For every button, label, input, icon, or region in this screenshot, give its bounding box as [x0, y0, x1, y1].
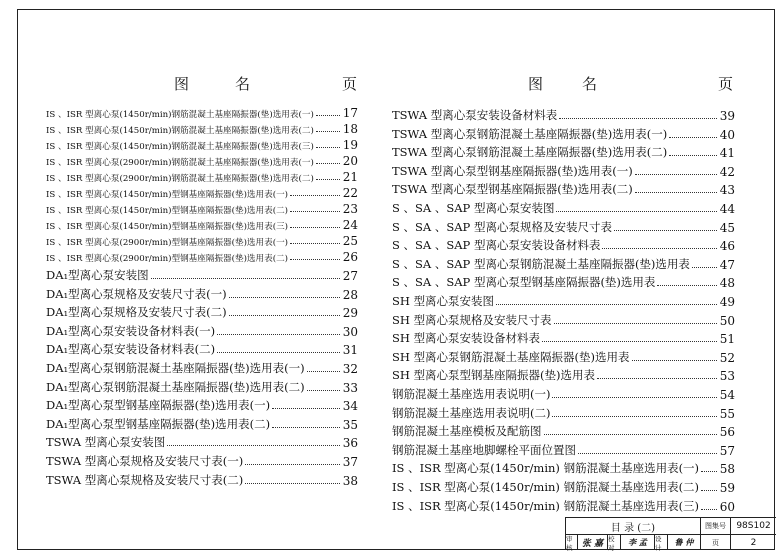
toc-entry-title: IS 、ISR 型离心泵(1450r/min)钢筋混凝土基座隔振器(垫)选用表(二)	[46, 126, 314, 136]
toc-entry	[392, 197, 735, 216]
toc-leader-dots	[229, 315, 340, 316]
toc-entry	[46, 469, 358, 488]
toc-leader-dots	[701, 509, 717, 510]
toc-leader-dots	[307, 371, 340, 372]
header-col1: 图	[528, 75, 546, 93]
toc-entry	[46, 200, 358, 216]
tb-design-signature: 鲁 仲	[668, 535, 701, 550]
toc-entry-page: 41	[719, 146, 735, 161]
toc-leader-dots	[542, 341, 717, 342]
toc-entry-page: 19	[342, 138, 358, 152]
toc-entry	[46, 413, 358, 432]
toc-entry-page: 22	[342, 186, 358, 200]
toc-leader-dots	[217, 352, 340, 353]
toc-leader-dots	[597, 378, 717, 379]
toc-entry-title: TSWA 型离心泵型钢基座隔振器(垫)选用表(二)	[392, 182, 633, 197]
toc-entry-title: 钢筋混凝土基座选用表说明(一)	[392, 387, 551, 401]
toc-right-header	[392, 73, 735, 95]
toc-entry-page: 53	[719, 369, 735, 384]
tb-page-label: 页	[701, 535, 731, 550]
toc-entry	[392, 420, 735, 439]
header-col2: 名	[582, 75, 600, 93]
toc-entry	[46, 283, 358, 302]
toc-leader-dots	[559, 118, 717, 119]
tb-title: 目 录 (二)	[566, 518, 701, 535]
toc-entry-page: 58	[719, 462, 735, 477]
toc-entry	[46, 357, 358, 376]
toc-entry	[392, 141, 735, 160]
toc-entry	[392, 160, 735, 179]
toc-entry	[46, 136, 358, 152]
toc-entry-page: 48	[719, 276, 735, 291]
toc-entry	[46, 248, 358, 264]
toc-entry-title: TSWA 型离心泵安装图	[46, 435, 166, 450]
toc-entry-page: 59	[719, 481, 735, 495]
toc-entry	[392, 271, 735, 290]
toc-entry-page: 34	[342, 399, 358, 414]
toc-entry-title: IS 、ISR 型离心泵(1450r/min)钢筋混凝土基座隔振器(垫)选用表(一)	[46, 110, 314, 120]
toc-entry	[46, 320, 358, 339]
toc-entry-page: 44	[719, 202, 735, 216]
toc-entry-page: 51	[719, 332, 735, 347]
toc-entry	[46, 338, 358, 357]
toc-left-header	[46, 73, 358, 95]
toc-entry-title: SH 型离心泵型钢基座隔振器(垫)选用表	[392, 368, 596, 383]
toc-entry-title: SH 型离心泵钢筋混凝土基座隔振器(垫)选用表	[392, 349, 630, 364]
toc-leader-dots	[632, 360, 717, 361]
toc-entry-page: 43	[719, 183, 735, 198]
toc-leader-dots	[635, 174, 717, 175]
toc-entry	[46, 264, 358, 283]
toc-leader-dots	[290, 195, 340, 196]
toc-entry-page: 27	[342, 269, 358, 283]
toc-leader-dots	[496, 304, 717, 305]
toc-entry-page: 30	[342, 324, 358, 339]
toc-entry-title: SH 型离心泵安装图	[392, 294, 495, 308]
toc-entry-title: IS 、ISR 型离心泵(1450r/min) 钢筋混凝土基座选用表(一)	[392, 461, 700, 476]
toc-leader-dots	[245, 464, 340, 465]
toc-entry-title: TSWA 型离心泵钢筋混凝土基座隔振器(垫)选用表(二)	[392, 145, 668, 160]
toc-entry	[392, 178, 735, 197]
toc-entry-page: 17	[342, 106, 358, 120]
toc-entry-title: S 、SA 、SAP 型离心泵规格及安装尺寸表	[392, 219, 612, 234]
toc-entry-page: 31	[342, 343, 358, 358]
toc-entry	[392, 383, 735, 402]
toc-entry-page: 39	[719, 109, 735, 123]
toc-entry-title: SH 型离心泵安装设备材料表	[392, 331, 541, 346]
toc-entry-title: S 、SA 、SAP 型离心泵型钢基座隔振器(垫)选用表	[392, 275, 656, 290]
toc-leader-dots	[217, 334, 340, 335]
toc-entry-page: 24	[342, 218, 358, 232]
toc-leader-dots	[602, 248, 717, 249]
toc-leader-dots	[316, 147, 340, 148]
toc-entry-title: IS 、ISR 型离心泵(1450r/min)钢筋混凝土基座隔振器(垫)选用表(三)	[46, 142, 314, 152]
toc-entry-title: DA₁型离心泵规格及安装尺寸表(一)	[46, 286, 227, 301]
toc-entry	[392, 402, 735, 421]
toc-entry-title: IS 、ISR 型离心泵(1450r/min) 钢筋混凝土基座选用表(二)	[392, 480, 700, 494]
toc-entry	[392, 104, 735, 123]
toc-entry-title: IS 、ISR 型离心泵(2900r/min)钢筋混凝土基座隔振器(垫)选用表(一)	[46, 158, 314, 168]
header-col3: 页	[342, 75, 360, 93]
toc-entry	[46, 152, 358, 168]
toc-entry	[46, 301, 358, 320]
toc-entry-page: 29	[342, 306, 358, 321]
toc-entry-title: 钢筋混凝土基座地脚螺栓平面位置图	[392, 442, 576, 457]
toc-entry	[392, 457, 735, 476]
toc-entry-page: 56	[719, 425, 735, 440]
toc-entry	[46, 394, 358, 413]
toc-entry-title: IS 、ISR 型离心泵(1450r/min)型钢基座隔振器(垫)选用表(三)	[46, 222, 289, 232]
tb-review-label: 审核	[566, 535, 578, 550]
toc-leader-dots	[290, 259, 340, 260]
title-block	[565, 517, 776, 550]
tb-atlas-no: 98S102	[731, 518, 776, 535]
toc-leader-dots	[245, 483, 340, 484]
toc-leader-dots	[316, 163, 340, 164]
tb-page-no: 2	[750, 537, 757, 548]
toc-entry-title: DA₁型离心泵型钢基座隔振器(垫)选用表(一)	[46, 398, 271, 413]
toc-entry-page: 60	[719, 499, 735, 514]
toc-entry-title: DA₁型离心泵钢筋混凝土基座隔振器(垫)选用表(二)	[46, 379, 305, 394]
toc-entry-title: IS 、ISR 型离心泵(1450r/min)型钢基座隔振器(垫)选用表(二)	[46, 206, 289, 216]
toc-entry	[392, 495, 735, 514]
toc-leader-dots	[701, 490, 717, 491]
toc-leader-dots	[669, 137, 717, 138]
toc-leader-dots	[290, 227, 340, 228]
toc-entry	[392, 234, 735, 253]
toc-leader-dots	[151, 278, 340, 279]
toc-leader-dots	[552, 416, 717, 417]
toc-entry-page: 55	[719, 406, 735, 421]
toc-entry-title: IS 、ISR 型离心泵(2900r/min)钢筋混凝土基座隔振器(垫)选用表(二)	[46, 174, 314, 184]
toc-entry	[392, 476, 735, 495]
toc-entry-title: TSWA 型离心泵规格及安装尺寸表(一)	[46, 454, 244, 468]
toc-entry-title: IS 、ISR 型离心泵(2900r/min)型钢基座隔振器(垫)选用表(一)	[46, 238, 289, 248]
toc-entry-page: 35	[342, 417, 358, 432]
toc-entry-page: 45	[719, 220, 735, 235]
toc-entry	[392, 290, 735, 309]
toc-entry-title: DA₁型离心泵钢筋混凝土基座隔振器(垫)选用表(一)	[46, 361, 305, 375]
toc-leader-dots	[167, 445, 340, 446]
toc-entry	[392, 216, 735, 235]
header-col2: 名	[235, 75, 253, 93]
toc-entry	[392, 346, 735, 365]
toc-leader-dots	[272, 408, 340, 409]
toc-entry-title: DA₁型离心泵安装设备材料表(二)	[46, 342, 216, 357]
toc-entry-title: DA₁型离心泵规格及安装尺寸表(二)	[46, 305, 227, 320]
toc-entry-page: 33	[342, 380, 358, 395]
toc-entry-page: 23	[342, 202, 358, 216]
toc-entry	[46, 232, 358, 248]
toc-entry-page: 47	[719, 257, 735, 272]
toc-leader-dots	[554, 323, 717, 324]
toc-entry-page: 57	[719, 443, 735, 458]
toc-entry	[392, 439, 735, 458]
toc-entry-page: 42	[719, 164, 735, 179]
toc-entry	[46, 431, 358, 450]
toc-entry-page: 18	[342, 122, 358, 136]
toc-entry-title: IS 、ISR 型离心泵(2900r/min)型钢基座隔振器(垫)选用表(二)	[46, 254, 289, 264]
toc-entry-title: DA₁型离心泵型钢基座隔振器(垫)选用表(二)	[46, 416, 271, 431]
toc-entry-page: 28	[342, 287, 358, 302]
toc-leader-dots	[692, 267, 717, 268]
toc-entry-title: S 、SA 、SAP 型离心泵钢筋混凝土基座隔振器(垫)选用表	[392, 256, 690, 271]
toc-entry-page: 50	[719, 313, 735, 328]
toc-entry-page: 40	[719, 127, 735, 142]
tb-review-signature: 张 嘉	[578, 535, 608, 550]
toc-leader-dots	[544, 434, 718, 435]
header-col3: 页	[718, 75, 736, 93]
toc-entry-page: 52	[719, 350, 735, 365]
toc-leader-dots	[669, 155, 717, 156]
header-col1: 图	[174, 75, 192, 93]
toc-entry-title: TSWA 型离心泵安装设备材料表	[392, 108, 558, 122]
toc-entry	[392, 364, 735, 383]
toc-entry	[392, 327, 735, 346]
toc-leader-dots	[307, 390, 340, 391]
toc-entry	[46, 216, 358, 232]
toc-entry	[46, 184, 358, 200]
toc-entry-page: 54	[719, 388, 735, 402]
toc-entry-title: DA₁型离心泵安装图	[46, 268, 149, 282]
toc-leader-dots	[316, 115, 340, 116]
toc-leader-dots	[578, 453, 717, 454]
tb-check-signature: 李 孟	[621, 535, 655, 550]
tb-design-label: 设计	[655, 535, 668, 550]
toc-entry	[46, 376, 358, 395]
toc-entry	[46, 168, 358, 184]
toc-entry-page: 21	[342, 170, 358, 184]
toc-leader-dots	[229, 297, 340, 298]
toc-leader-dots	[290, 243, 340, 244]
toc-entry	[392, 253, 735, 272]
toc-entry	[46, 120, 358, 136]
toc-entry-page: 32	[342, 362, 358, 376]
toc-leader-dots	[657, 285, 717, 286]
toc-entry-page: 37	[342, 455, 358, 469]
toc-entry-page: 36	[342, 436, 358, 451]
toc-entry	[392, 309, 735, 328]
toc-leader-dots	[272, 427, 340, 428]
toc-leader-dots	[316, 179, 340, 180]
toc-entry-title: IS 、ISR 型离心泵(1450r/min) 钢筋混凝土基座选用表(三)	[392, 498, 700, 513]
toc-entry-title: TSWA 型离心泵型钢基座隔振器(垫)选用表(一)	[392, 163, 633, 178]
toc-entry-title: DA₁型离心泵安装设备材料表(一)	[46, 323, 216, 338]
toc-entry	[46, 104, 358, 120]
toc-entry	[46, 450, 358, 469]
toc-entry-page: 20	[342, 154, 358, 168]
toc-entry-page: 26	[342, 250, 358, 264]
toc-entry-title: 钢筋混凝土基座模板及配筋图	[392, 424, 542, 439]
toc-entry-title: TSWA 型离心泵钢筋混凝土基座隔振器(垫)选用表(一)	[392, 126, 668, 141]
toc-entry-title: IS 、ISR 型离心泵(1450r/min)型钢基座隔振器(垫)选用表(一)	[46, 190, 289, 200]
toc-leader-dots	[556, 211, 717, 212]
toc-entry-page: 46	[719, 239, 735, 254]
toc-entry-title: TSWA 型离心泵规格及安装尺寸表(二)	[46, 472, 244, 487]
toc-leader-dots	[290, 211, 340, 212]
toc-entry-page: 49	[719, 295, 735, 309]
toc-entry-title: SH 型离心泵规格及安装尺寸表	[392, 312, 552, 327]
toc-entry-page: 38	[342, 473, 358, 488]
toc-leader-dots	[552, 397, 717, 398]
toc-entry-title: S 、SA 、SAP 型离心泵安装设备材料表	[392, 238, 601, 253]
toc-leader-dots	[635, 192, 717, 193]
toc-entry-title: 钢筋混凝土基座选用表说明(二)	[392, 405, 551, 420]
toc-entry	[392, 123, 735, 142]
toc-entry-page: 25	[342, 234, 358, 248]
toc-entry-title: S 、SA 、SAP 型离心泵安装图	[392, 201, 555, 215]
toc-leader-dots	[614, 230, 717, 231]
toc-leader-dots	[316, 131, 340, 132]
tb-check-label: 校对	[608, 535, 621, 550]
toc-leader-dots	[701, 471, 717, 472]
tb-atlas-label: 图集号	[701, 518, 731, 535]
